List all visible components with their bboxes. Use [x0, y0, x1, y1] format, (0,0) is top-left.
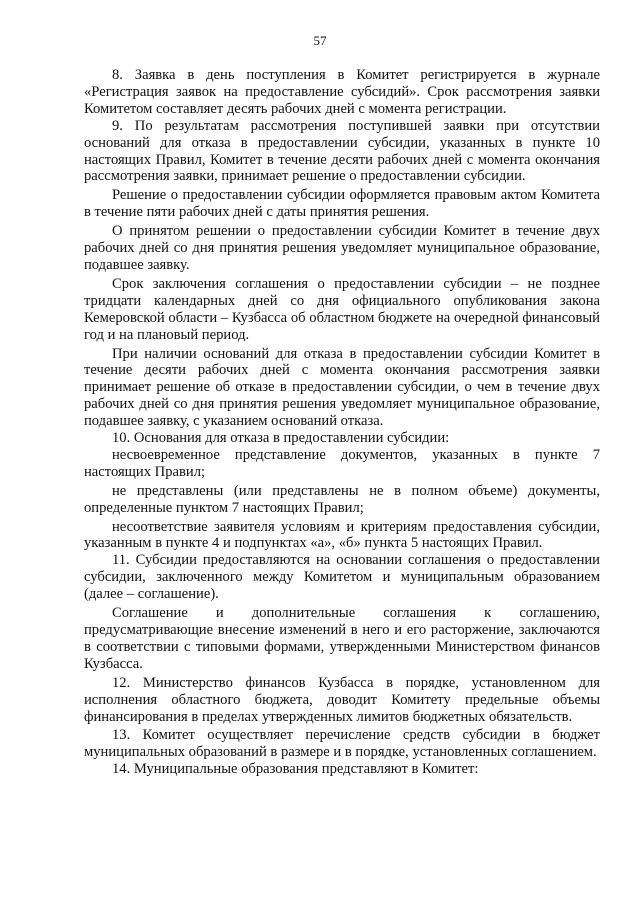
paragraph-10: 10. Основания для отказа в предоставлении субсидии:	[112, 430, 450, 447]
refusal-ground-untimely: несвоевременное представление документов, указанных в пункте 7 настоящих Правил;	[84, 446, 600, 480]
paragraph-14: 14. Муниципальные образования представляют в Комитет:	[112, 761, 479, 778]
refusal-ground-incomplete: не представлены (или представлены не в полном объеме) документы, определенные пунктом 7 настоящих Правил;	[84, 482, 600, 516]
page-number: 57	[313, 33, 327, 48]
paragraph-8: 8. Заявка в день поступления в Комитет регистрируется в журнале «Регистрация заявок на предоставление субсидий». Срок рассмотрения заявки Комитетом составляет десять рабочих дней с момента регистрации.	[84, 67, 600, 117]
paragraph-13: 13. Комитет осуществляет перечисление средств субсидии в бюджет муниципальных образований в размере и в порядке, установленных соглашением.	[84, 727, 600, 761]
paragraph-12: 12. Министерство финансов Кузбасса в порядке, установленном для исполнения областного бюджета, доводит Комитету предельные объемы финансирования в пределах утвержденных лимитов бюджетных обязательств.	[84, 674, 600, 725]
paragraph-refusal-decision: При наличии оснований для отказа в предоставлении субсидии Комитет в течение десяти рабочих дней с момента окончания рассмотрения заявки принимает решение об отказе в предоставлении субсидии, о чем в течение двух рабочих дней со дня принятия решения уведомляет муниципальное образование, подавшее заявку, с указанием оснований отказа.	[84, 345, 600, 430]
refusal-ground-noncompliance: несоответствие заявителя условиям и критериям предоставления субсидии, указанным в пункте 4 и подпунктах «а», «б» пункта 5 настоящих Правил.	[84, 518, 600, 552]
paragraph-9: 9. По результатам рассмотрения поступившей заявки при отсутствии оснований для отказа в предоставлении субсидии, указанных в пункте 10 настоящих Правил, Комитет в течение десяти рабочих дней с момента окончания рассмотрения заявки, принимает решение о предоставлении субсидии.	[84, 117, 600, 185]
paragraph-11: 11. Субсидии предоставляются на основании соглашения о предоставлении субсидии, заключенного между Комитетом и муниципальным образованием (далее – соглашение).	[84, 552, 600, 603]
paragraph-agreement-deadline: Срок заключения соглашения о предоставлении субсидии – не позднее тридцати календарных дней со дня официального опубликования закона Кемеровской области – Кузбасса об областном бюджете на очередной финансовый год и на плановый период.	[84, 275, 600, 343]
paragraph-decision-notification: О принятом решении о предоставлении субсидии Комитет в течение двух рабочих дней со дня принятия решения уведомляет муниципальное образование, подавшее заявку.	[84, 223, 600, 273]
document-body	[84, 67, 600, 778]
paragraph-decision-formalization: Решение о предоставлении субсидии оформляется правовым актом Комитета в течение пяти рабочих дней с даты принятия решения.	[84, 187, 600, 221]
paragraph-agreement-forms: Соглашение и дополнительные соглашения к соглашению, предусматривающие внесение изменений в него и его расторжение, заключаются в соответствии с типовыми формами, утвержденными Министерством финансов Кузбасса.	[84, 605, 600, 672]
